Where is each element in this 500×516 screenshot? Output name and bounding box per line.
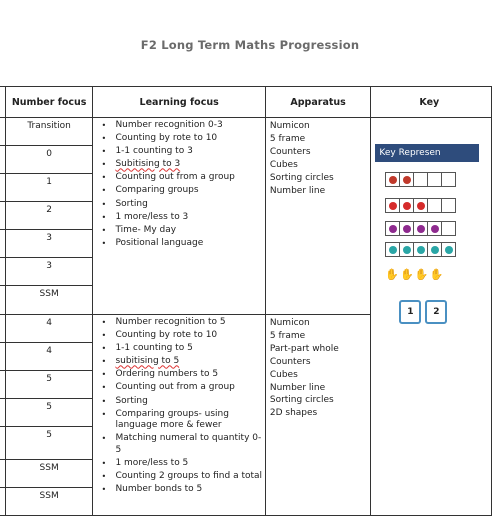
number-focus-cell: SSM — [5, 286, 93, 315]
list-item: 5 frame — [269, 330, 306, 341]
header-row — [0, 87, 492, 118]
list-item: Number line — [269, 185, 326, 196]
list-item: Cubes — [269, 159, 298, 170]
list-item: Counters — [269, 146, 311, 157]
number-focus-cell: 4 — [5, 315, 93, 343]
list-item: • Counting by rote to 10 — [115, 330, 264, 342]
five-frame-1 — [385, 172, 455, 187]
progression-table — [0, 86, 492, 516]
list-item: • Counting by rote to 10 — [115, 133, 264, 145]
number-focus-cell: 3 — [5, 230, 93, 258]
list-item: • 1-1 counting to 5 — [115, 343, 264, 355]
list-item: • subitising to 5 — [115, 356, 264, 368]
five-frame-3 — [385, 221, 455, 236]
learning-list — [93, 315, 264, 496]
list-item: • Ordering numbers to 5 — [115, 369, 264, 381]
list-item: • Number recognition 0-3 — [115, 120, 264, 132]
list-item: Number line — [269, 382, 326, 393]
list-item: • Sorting — [115, 396, 264, 408]
number-focus-cell: 0 — [5, 146, 93, 174]
list-item: • Comparing groups- using language more & fewer — [115, 409, 264, 432]
list-item: Part-part whole — [269, 343, 339, 354]
number-focus-cell: 1 — [5, 174, 93, 202]
list-item: 2D shapes — [269, 408, 318, 419]
list-item: Numicon — [269, 121, 310, 131]
list-item: • Number bonds to 5 — [115, 484, 264, 496]
number-focus-cell: Transition — [5, 118, 93, 146]
list-item: • Time- My day — [115, 225, 264, 237]
number-focus-cell: 2 — [5, 202, 93, 230]
list-item: • Counting 2 groups to find a total — [115, 471, 264, 483]
list-item: • 1-1 counting to 3 — [115, 146, 264, 158]
number-focus-cell: 5 — [5, 427, 93, 460]
header-key: Key — [371, 87, 492, 118]
learning-focus-cell — [93, 315, 265, 516]
page-title: F2 Long Term Maths Progression — [140, 38, 360, 52]
five-frame-4 — [385, 242, 455, 257]
number-card-1: 1 — [399, 300, 421, 324]
list-item: • 1 more/less to 5 — [115, 458, 264, 470]
learning-focus-cell — [93, 118, 265, 315]
list-item: Numicon — [269, 318, 310, 328]
number-focus-cell: 5 — [5, 399, 93, 427]
learning-list — [93, 118, 264, 249]
list-item: • Counting out from a group — [115, 172, 264, 184]
apparatus-cell — [265, 118, 371, 315]
number-focus-cell: SSM — [5, 488, 93, 516]
list-item: • Matching numeral to quantity 0-5 — [115, 433, 264, 456]
list-item: • Counting out from a group — [115, 382, 264, 394]
list-item: • Positional language — [115, 238, 264, 250]
five-frame-2 — [385, 198, 455, 213]
number-focus-cell: 3 — [5, 258, 93, 286]
key-cell — [371, 118, 492, 516]
number-card-2: 2 — [425, 300, 447, 324]
header-learning-focus: Learning focus — [93, 87, 265, 118]
list-item: 5 frame — [269, 133, 306, 144]
list-item: Sorting circles — [269, 172, 334, 183]
list-item: • Subitising to 3 — [115, 159, 264, 171]
list-item: • 1 more/less to 3 — [115, 212, 264, 224]
number-focus-cell: 5 — [5, 371, 93, 399]
list-item: Sorting circles — [269, 395, 334, 406]
apparatus-cell — [265, 315, 371, 516]
list-item: Counters — [269, 356, 311, 367]
header-number-focus: Number focus — [5, 87, 93, 118]
key-heading: Key Represen — [375, 144, 479, 162]
hand-icons: ✋✋✋✋ — [385, 268, 445, 281]
number-focus-cell: SSM — [5, 460, 93, 488]
header-apparatus: Apparatus — [265, 87, 371, 118]
list-item: • Number recognition to 5 — [115, 317, 264, 329]
list-item: • Sorting — [115, 199, 264, 211]
list-item: Cubes — [269, 369, 298, 380]
list-item: • Comparing groups — [115, 185, 264, 197]
table-row — [0, 118, 492, 146]
number-focus-cell: 4 — [5, 343, 93, 371]
